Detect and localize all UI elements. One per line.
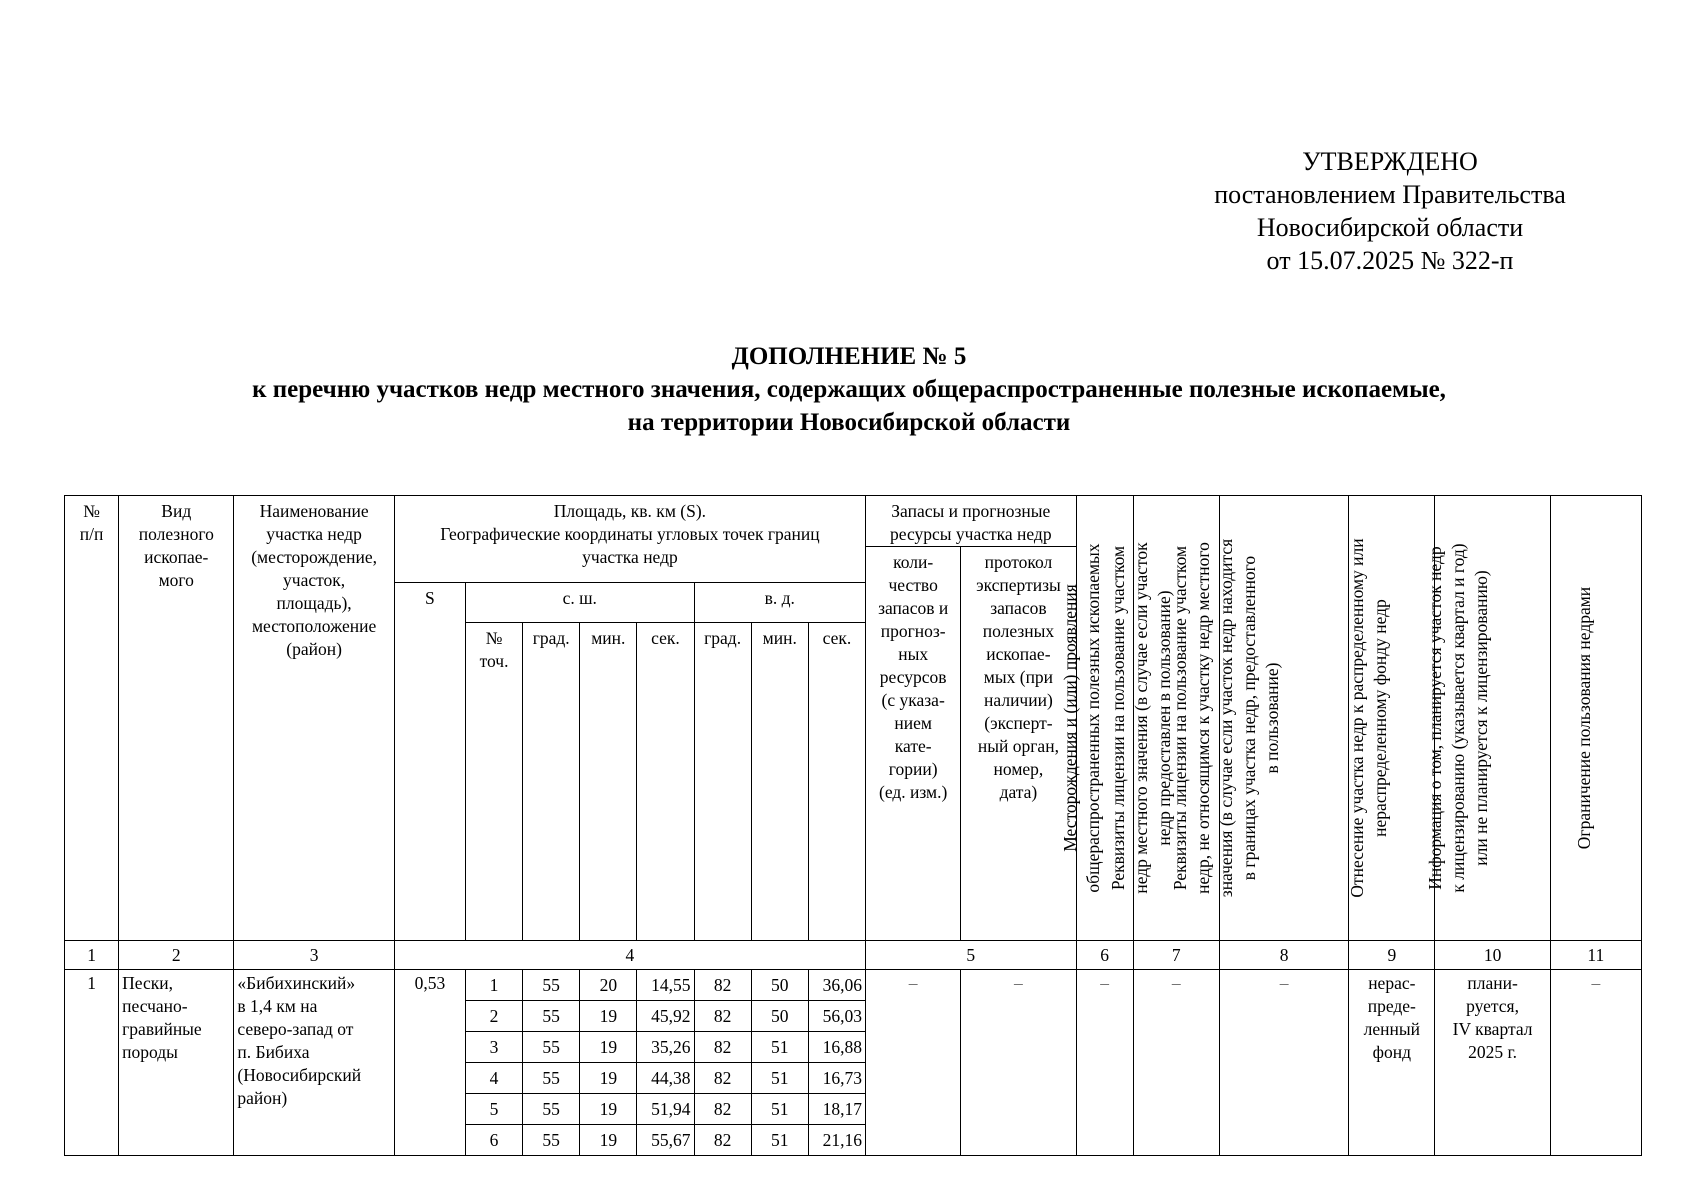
lon-deg: 82	[694, 1063, 751, 1094]
area-value: 0,53	[394, 970, 465, 1156]
lat-min: 19	[580, 1001, 637, 1032]
header-col6: Месторождения и (или) проявления общераспространенных полезных ископаемых	[1076, 496, 1133, 941]
approval-line: Новосибирской области	[1256, 213, 1524, 242]
plot-name-location: «Бибихинский» в 1,4 км на северо-запад от п. Бибиха (Новосибирский район)	[234, 970, 394, 1156]
lat-sec: 55,67	[637, 1125, 694, 1156]
point-number: 5	[465, 1094, 522, 1125]
header-lon-sec: сек.	[808, 623, 865, 941]
reserves-quantity: –	[866, 970, 961, 1156]
lat-sec: 44,38	[637, 1063, 694, 1094]
title-line: ДОПОЛНЕНИЕ № 5	[731, 343, 967, 370]
header-num: № п/п	[65, 496, 119, 941]
lat-deg: 55	[523, 1125, 580, 1156]
restriction: –	[1550, 970, 1641, 1156]
header-col10: Информация о том, планируется участок недр к лицензированию (указывается квартал и год) или не планируется к лицензированию)	[1435, 496, 1550, 941]
lon-min: 51	[751, 1094, 808, 1125]
header-lon-min: мин.	[751, 623, 808, 941]
lon-min: 51	[751, 1032, 808, 1063]
header-col11: Ограничение пользования недрами	[1550, 496, 1641, 941]
header-col9: Отнесение участка недр к распределенному или нераспределенному фонду недр	[1349, 496, 1435, 941]
lat-sec: 14,55	[637, 970, 694, 1001]
header-lon-deg: град.	[694, 623, 751, 941]
header-area-coordinates: Площадь, кв. км (S). Географические координаты угловых точек границ участка недр	[394, 496, 865, 583]
subsoil-plots-table	[64, 495, 1642, 1156]
approval-heading: УТВЕРЖДЕНО	[1302, 147, 1478, 176]
header-longitude: в. д.	[694, 582, 866, 623]
lat-min: 20	[580, 970, 637, 1001]
lat-deg: 55	[523, 1032, 580, 1063]
header-area-s: S	[394, 582, 465, 941]
license-local: –	[1133, 970, 1219, 1156]
license-other: –	[1219, 970, 1348, 1156]
lon-deg: 82	[694, 1094, 751, 1125]
expert-protocol: –	[961, 970, 1076, 1156]
lon-min: 50	[751, 1001, 808, 1032]
col-number: 8	[1219, 941, 1348, 970]
col-number: 5	[866, 941, 1077, 970]
lon-sec: 21,16	[808, 1125, 865, 1156]
point-number: 2	[465, 1001, 522, 1032]
lon-deg: 82	[694, 1125, 751, 1156]
point-number: 1	[465, 970, 522, 1001]
lat-min: 19	[580, 1032, 637, 1063]
lon-sec: 56,03	[808, 1001, 865, 1032]
lon-sec: 18,17	[808, 1094, 865, 1125]
lat-sec: 51,94	[637, 1094, 694, 1125]
header-reserves-quantity: коли- чество запасов и прогноз- ных ресурсов (с указа- нием катe- гории) (ед. изм.)	[866, 547, 961, 941]
lon-min: 51	[751, 1063, 808, 1094]
point-number: 4	[465, 1063, 522, 1094]
column-numbers-row	[65, 941, 1642, 970]
deposits: –	[1076, 970, 1133, 1156]
title-line: к перечню участков недр местного значения, содержащих общераспространенные полезные ископаемые,	[252, 376, 1446, 403]
table-row	[65, 970, 1642, 1001]
col-number: 10	[1435, 941, 1550, 970]
approval-date-number: от 15.07.2025 № 322-п	[1266, 246, 1514, 275]
lon-deg: 82	[694, 970, 751, 1001]
lon-min: 51	[751, 1125, 808, 1156]
col-number: 4	[394, 941, 865, 970]
header-col8: Реквизиты лицензии на пользование участком недр, не относящимся к участку недр местного значения (в случае если участок недр находится в границах участка недр, предоставленного в пользование)	[1219, 496, 1348, 941]
lat-sec: 45,92	[637, 1001, 694, 1032]
header-expert-protocol: протокол экспертизы запасов полезных ископае- мых (при наличии) (эксперт- ный орган, номер, дата)	[961, 547, 1076, 941]
header-lat-sec: сек.	[637, 623, 694, 941]
lon-deg: 82	[694, 1032, 751, 1063]
col-number: 9	[1349, 941, 1435, 970]
lat-deg: 55	[523, 1063, 580, 1094]
lon-sec: 16,88	[808, 1032, 865, 1063]
point-number: 3	[465, 1032, 522, 1063]
header-mineral-type: Вид полезного ископае- мого	[119, 496, 234, 941]
lat-sec: 35,26	[637, 1032, 694, 1063]
lat-min: 19	[580, 1063, 637, 1094]
row-number: 1	[65, 970, 119, 1156]
col-number: 11	[1550, 941, 1641, 970]
approval-block	[1180, 145, 1600, 277]
col-number: 1	[65, 941, 119, 970]
col-number: 2	[119, 941, 234, 970]
lon-sec: 16,73	[808, 1063, 865, 1094]
header-plot-name: Наименование участка недр (месторождение, участок, площадь), местоположение (район)	[234, 496, 394, 941]
header-point-number: № точ.	[465, 623, 522, 941]
col-number: 6	[1076, 941, 1133, 970]
lon-min: 50	[751, 970, 808, 1001]
mineral-type: Пески, песчано- гравийные породы	[119, 970, 234, 1156]
header-lat-deg: град.	[523, 623, 580, 941]
header-latitude: с. ш.	[465, 582, 694, 623]
lat-min: 19	[580, 1125, 637, 1156]
document-title	[60, 340, 1638, 439]
col-number: 3	[234, 941, 394, 970]
lat-deg: 55	[523, 1001, 580, 1032]
approval-line: постановлением Правительства	[1214, 180, 1566, 209]
lon-deg: 82	[694, 1001, 751, 1032]
licensing-plan: плани- руется, IV квартал 2025 г.	[1435, 970, 1550, 1156]
lon-sec: 36,06	[808, 970, 865, 1001]
col-number: 7	[1133, 941, 1219, 970]
lat-deg: 55	[523, 1094, 580, 1125]
header-reserves: Запасы и прогнозные ресурсы участка недр	[866, 496, 1077, 547]
header-lat-min: мин.	[580, 623, 637, 941]
header-col7: Реквизиты лицензии на пользование участком недр местного значения (в случае если участок недр предоставлен в пользование)	[1133, 496, 1219, 941]
lat-deg: 55	[523, 970, 580, 1001]
title-line: на территории Новосибирской области	[627, 409, 1071, 436]
lat-min: 19	[580, 1094, 637, 1125]
fund-type: нерас- преде- ленный фонд	[1349, 970, 1435, 1156]
point-number: 6	[465, 1125, 522, 1156]
